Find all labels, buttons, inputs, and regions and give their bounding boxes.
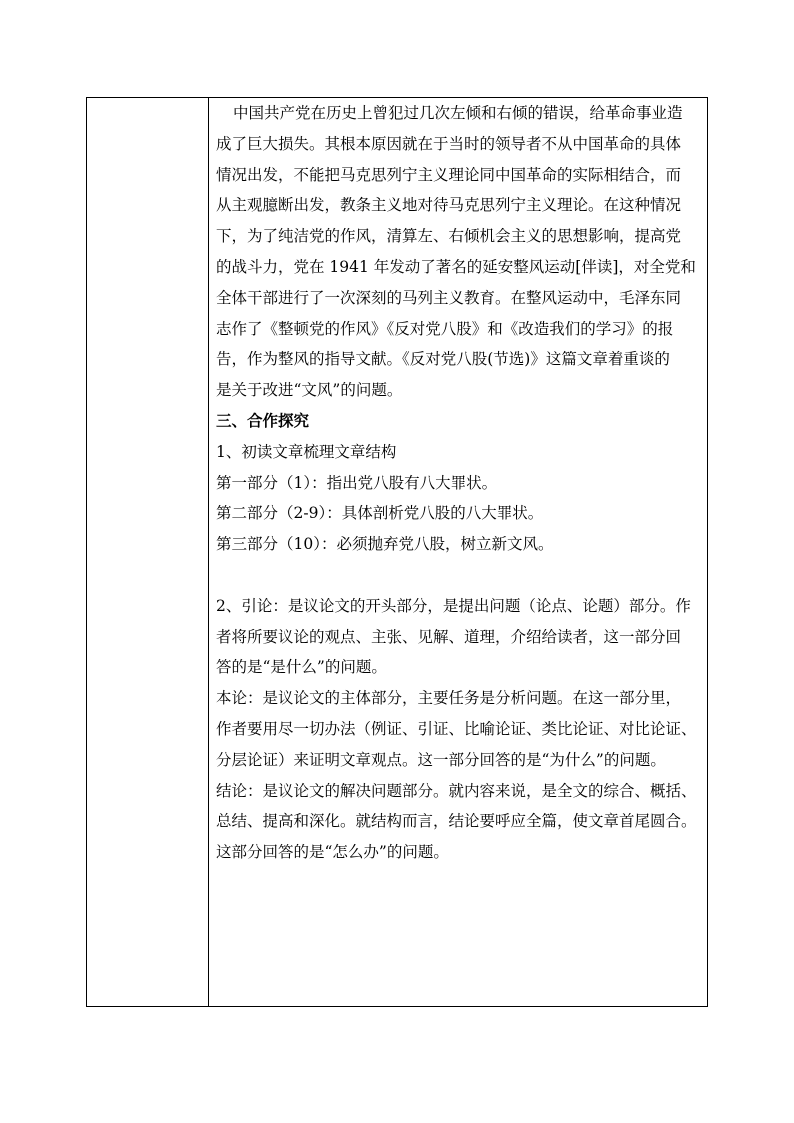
paragraph-line: 下，为了纯洁党的作风，清算左、右倾机会主义的思想影响，提高党 bbox=[216, 227, 682, 246]
structure-parts bbox=[216, 468, 701, 560]
content-cell bbox=[209, 98, 707, 1006]
section-heading: 三、合作探究 bbox=[216, 410, 310, 430]
left-empty-cell bbox=[87, 98, 209, 1006]
blank-line bbox=[216, 560, 701, 591]
paragraph-line: 告，作为整风的指导文献。《反对党八股(节选)》这篇文章着重谈的 bbox=[216, 350, 670, 369]
argument-line: 者将所要议论的观点、主张、见解、道理，介绍给读者，这一部分回 bbox=[216, 627, 682, 646]
argument-structure bbox=[216, 591, 701, 868]
argument-line: 总结、提高和深化。就结构而言，结论要呼应全篇，使文章首尾圆合。 bbox=[216, 812, 697, 831]
argument-line: 2、引论：是议论文的开头部分，是提出问题（论点、论题）部分。作 bbox=[216, 596, 691, 615]
structure-part: 第二部分（2-9）：具体剖析党八股的八大罪状。 bbox=[216, 504, 544, 523]
paragraph-line: 中国共产党在历史上曾犯过几次左倾和右倾的错误，给革命事业造 bbox=[233, 104, 683, 122]
paragraph-line: 成了巨大损失。其根本原因就在于当时的领导者不从中国革命的具体 bbox=[216, 134, 682, 153]
lesson-table bbox=[86, 97, 708, 1007]
argument-line: 这部分回答的是“怎么办”的问题。 bbox=[216, 843, 449, 862]
argument-line: 本论：是议论文的主体部分，主要任务是分析问题。在这一部分里， bbox=[216, 689, 682, 708]
paragraph-line: 情况出发，不能把马克思列宁主义理论同中国革命的实际相结合，而 bbox=[216, 165, 682, 184]
background-paragraph bbox=[216, 98, 701, 406]
paragraph-line: 的战斗力，党在 1941 年发动了著名的延安整风运动[伴读]，对全党和 bbox=[216, 257, 696, 276]
paragraph-line: 从主观臆断出发，教条主义地对待马克思列宁主义理论。在这种情况 bbox=[216, 196, 682, 215]
argument-line: 结论：是议论文的解决问题部分。就内容来说，是全文的综合、概括、 bbox=[216, 781, 697, 800]
structure-part: 第三部分（10）：必须抛弃党八股，树立新文风。 bbox=[216, 535, 554, 554]
paragraph-line: 全体干部进行了一次深刻的马列主义教育。在整风运动中，毛泽东同 bbox=[216, 288, 682, 307]
structure-title: 1、初读文章梳理文章结构 bbox=[216, 442, 397, 461]
argument-line: 分层论证）来证明文章观点。这一部分回答的是“为什么”的问题。 bbox=[216, 750, 666, 769]
argument-line: 答的是“是什么”的问题。 bbox=[216, 658, 387, 677]
paragraph-line: 是关于改进“文风”的问题。 bbox=[216, 381, 403, 400]
paragraph-line: 志作了《整顿党的作风》《反对党八股》和《改造我们的学习》的报 bbox=[216, 319, 674, 338]
structure-part: 第一部分（1）：指出党八股有八大罪状。 bbox=[216, 473, 498, 492]
argument-line: 作者要用尽一切办法（例证、引证、比喻论证、类比论证、对比论证、 bbox=[216, 719, 697, 738]
